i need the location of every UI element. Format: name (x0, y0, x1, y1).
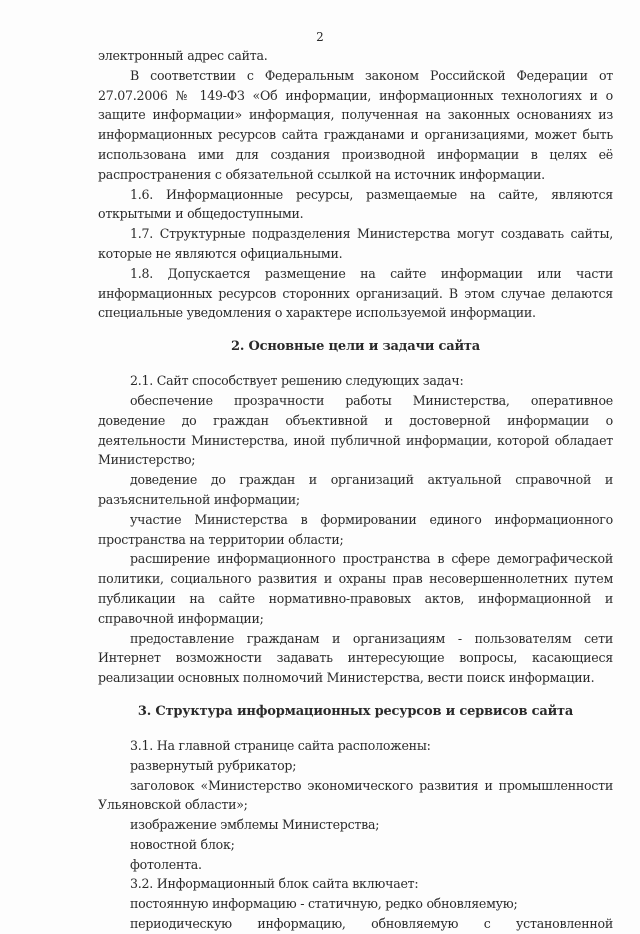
document-body (98, 46, 613, 934)
paragraph: доведение до граждан и организаций актуальной справочной и разъяснительной информации; (98, 472, 613, 507)
paragraph: 2.1. Сайт способствует решению следующих задач: (130, 373, 464, 389)
paragraph: 3.1. На главной странице сайта расположены: (130, 737, 431, 753)
paragraph: электронный адрес сайта. (98, 48, 268, 63)
paragraph: 1.6. Информационные ресурсы, размещаемые на сайте, являются открытыми и общедоступными. (98, 186, 613, 222)
paragraph: В соответствии с Федеральным законом Российской Федерации от 27.07.2006 № 149-ФЗ «Об информации, информационных технологиях и о защите информации» информация, полученная на законных основаниях из информационных ресурсов сайта гражданами и организациями, может быть использована ими для создания производной информации в целях её распространения с обязательной ссылкой на источник информации. (98, 67, 613, 182)
paragraph: периодическую информацию, обновляемую с установленной (130, 916, 613, 932)
paragraph: развернутый рубрикатор; (130, 757, 297, 773)
paragraph: расширение информационного пространства в сфере демографической политики, социального развития и охраны прав несовершеннолетних путем публикации на сайте нормативно-правовых актов, информационной и справочной информации; (98, 551, 613, 626)
paragraph: постоянную информацию - статичную, редко обновляемую; (130, 896, 518, 912)
paragraph: 3.2. Информационный блок сайта включает: (130, 876, 419, 892)
page-number: 2 (316, 30, 324, 44)
paragraph: изображение эмблемы Министерства; (130, 817, 380, 833)
section-heading: 2. Основные цели и задачи сайта (230, 339, 481, 355)
paragraph: 1.7. Структурные подразделения Министерства могут создавать сайты, которые не являются официальными. (98, 226, 613, 261)
paragraph: обеспечение прозрачности работы Министерства, оперативное доведение до граждан объективной и достоверной информации о деятельности Министерства, иной публичной информации, которой обладает Министерство; (98, 392, 613, 468)
paragraph: предоставление гражданам и организациям - пользователям сети Интернет возможности задавать интересующие вопросы, касающиеся реализации основных полномочий Министерства, вести поиск информации. (98, 630, 613, 686)
paragraph: заголовок «Министерство экономического развития и промышленности Ульяновской области»; (98, 777, 613, 813)
section-heading: 3. Структура информационных ресурсов и сервисов сайта (137, 703, 574, 719)
paragraph: участие Министерства в формировании единого информационного пространства на территории области; (98, 511, 613, 547)
paragraph: 1.8. Допускается размещение на сайте информации или части информационных ресурсов сторонних организаций. В этом случае делаются специальные уведомления о характере используемой информации. (98, 265, 613, 321)
paragraph: новостной блок; (130, 836, 235, 852)
paragraph: фотолента. (130, 856, 202, 872)
